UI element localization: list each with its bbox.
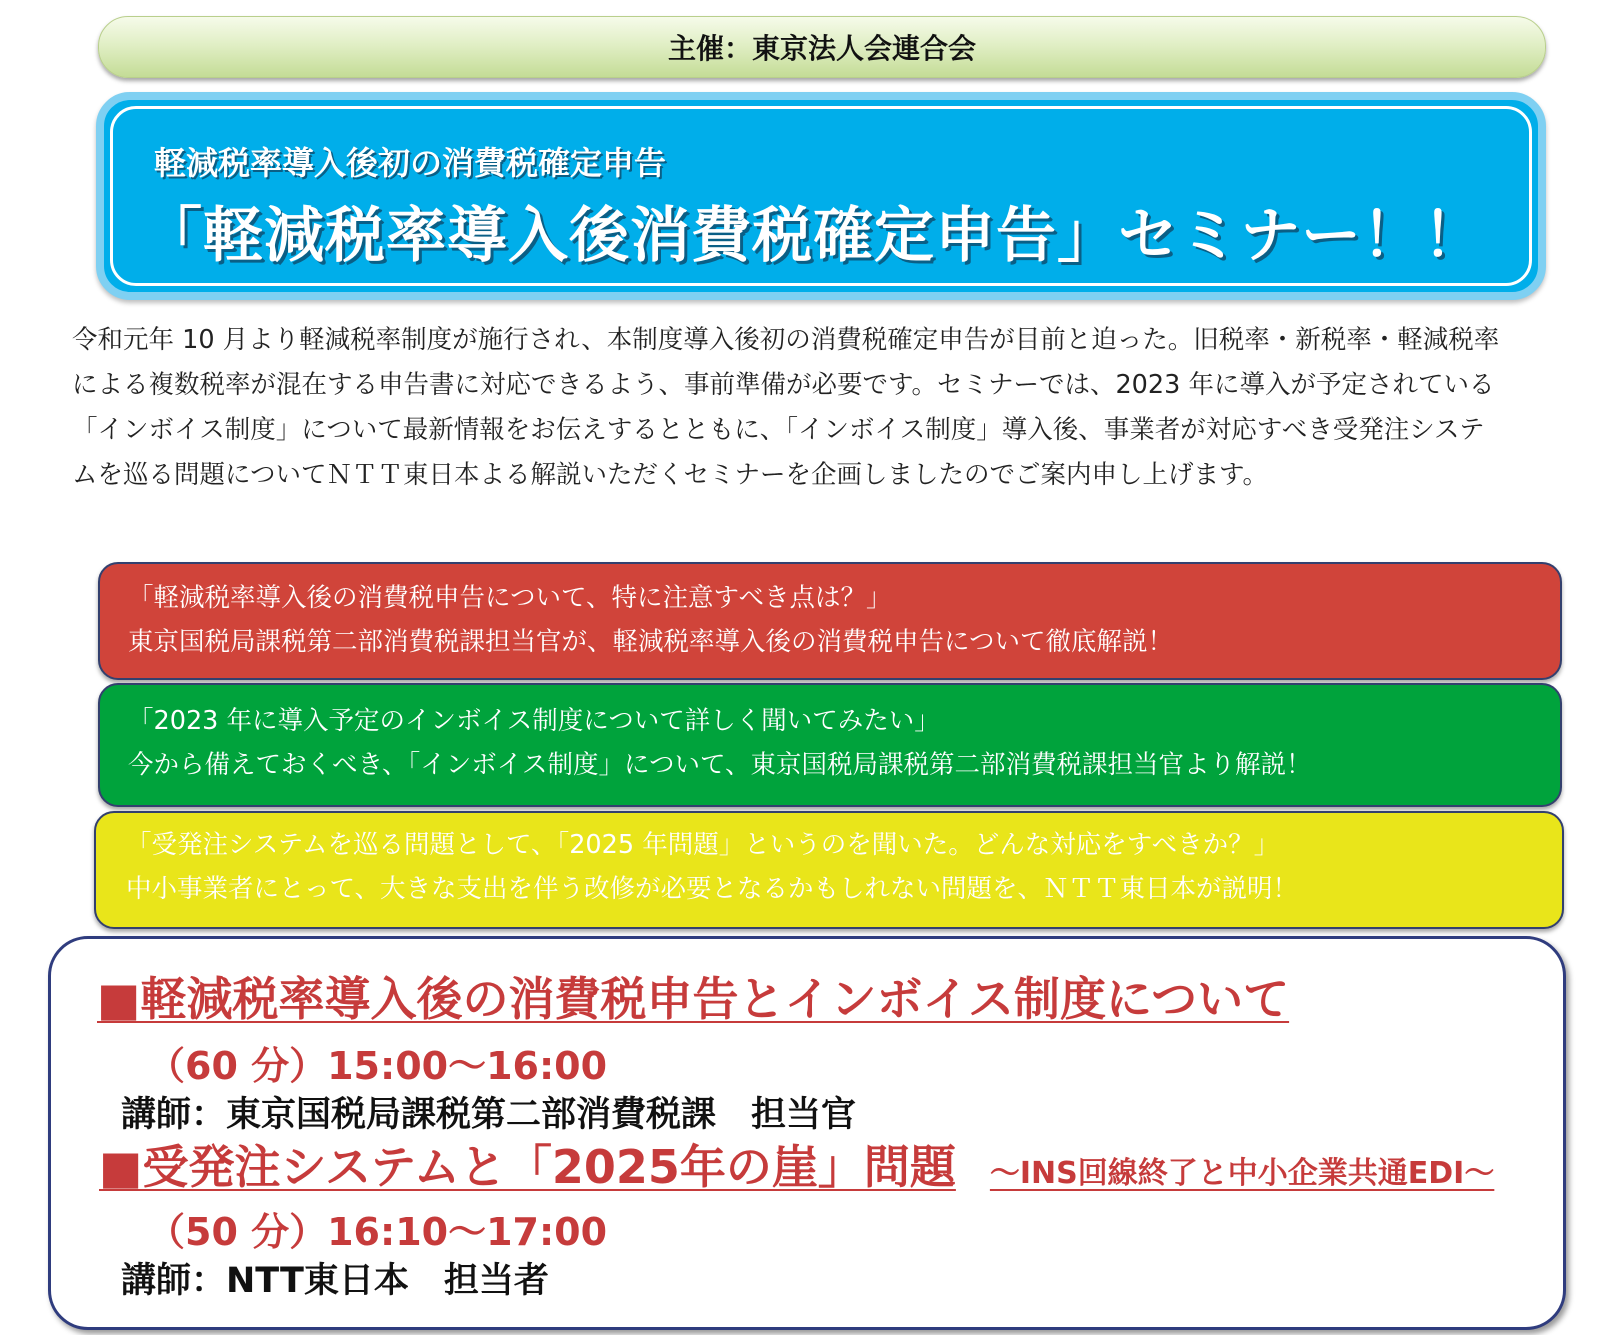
topic-box-consumption-tax xyxy=(98,562,1562,680)
session-2-time: （50 分）16:10～17:00 xyxy=(147,1210,608,1254)
hero-title: 「軽減税率導入後消費税確定申告」セミナー！！ xyxy=(142,201,1484,271)
intro-line: 「インボイス制度」について最新情報をお伝えするとともに、「インボイス制度」導入後、事業者が対応すべき受発注システ xyxy=(72,415,1485,445)
session-2-title: ■受発注システムと「2025年の崖」問題 xyxy=(99,1140,956,1194)
topic-question: 「受発注システムを巡る問題として、「2025 年問題」というのを聞いた。どんな対応をすべきか？」 xyxy=(126,830,1280,860)
topic-description: 今から備えておくべき、「インボイス制度」について、東京国税局課税第二部消費税課担当官より解説！ xyxy=(128,750,1312,780)
hero-banner xyxy=(96,92,1546,300)
topic-question: 「軽減税率導入後の消費税申告について、特に注意すべき点は？」 xyxy=(128,583,892,613)
session-1-title: ■軽減税率導入後の消費税申告とインボイス制度について xyxy=(97,972,1290,1026)
intro-line: ムを巡る問題についてＮＴＴ東日本よる解説いただくセミナーを企画しましたのでご案内申し上げます。 xyxy=(72,460,1268,490)
organizer-banner xyxy=(98,16,1546,78)
topic-question: 「2023 年に導入予定のインボイス制度について詳しく聞いてみたい」 xyxy=(128,706,940,736)
topic-description: 東京国税局課税第二部消費税課担当官が、軽減税率導入後の消費税申告について徹底解説！ xyxy=(128,627,1173,657)
topic-box-2025-problem xyxy=(94,811,1564,929)
hero-subtitle: 軽減税率導入後初の消費税確定申告 xyxy=(154,144,667,182)
session-1-lecturer: 講師：東京国税局課税第二部消費税課 担当官 xyxy=(121,1095,857,1135)
intro-line: による複数税率が混在する申告書に対応できるよう、事前準備が必要です。セミナーでは、2023 年に導入が予定されている xyxy=(72,370,1495,400)
session-2-lecturer: 講師：NTT東日本 担当者 xyxy=(121,1261,549,1301)
intro-paragraph xyxy=(72,318,1572,498)
session-1-time: （60 分）15:00～16:00 xyxy=(147,1044,608,1088)
organizer-text: 主催：東京法人会連合会 xyxy=(667,32,976,65)
schedule-box xyxy=(48,936,1566,1330)
session-2-subtitle: ～INS回線終了と中小企業共通EDI～ xyxy=(989,1156,1495,1191)
session-2-heading xyxy=(99,1131,1494,1197)
topic-box-invoice xyxy=(98,683,1562,807)
topic-description: 中小事業者にとって、大きな支出を伴う改修が必要となるかもしれない問題を、ＮＴＴ東日本が説明！ xyxy=(126,874,1298,904)
intro-line: 令和元年 10 月より軽減税率制度が施行され、本制度導入後初の消費税確定申告が目前と迫った。旧税率・新税率・軽減税率 xyxy=(72,325,1500,355)
